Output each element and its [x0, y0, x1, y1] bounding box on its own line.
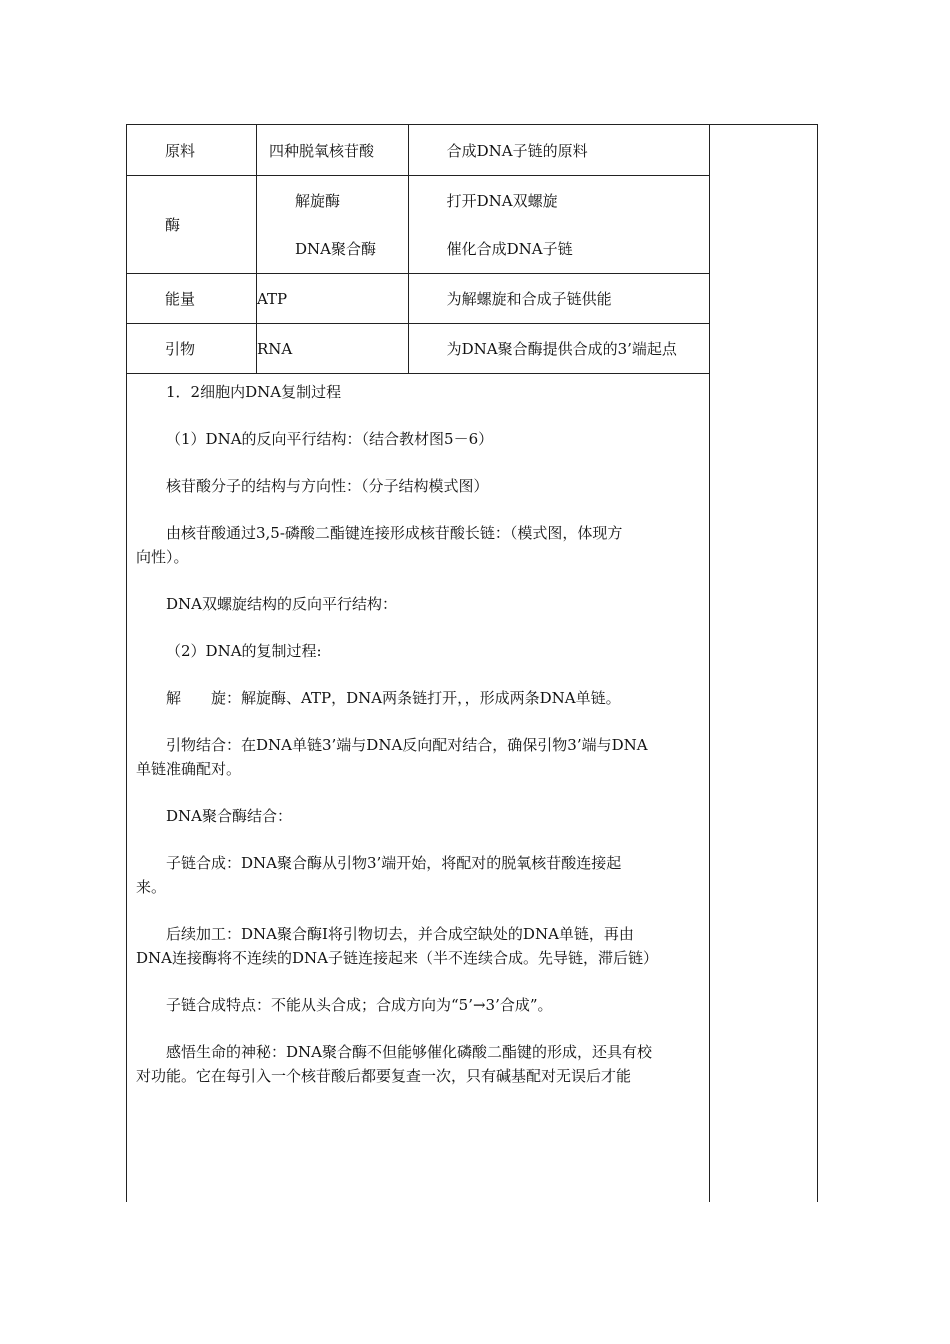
- row-material: ATP: [256, 274, 408, 324]
- role-polymerase: 催化合成DNA子链: [446, 239, 573, 258]
- row-label: 酶: [127, 176, 257, 274]
- paragraph: 子链合成：DNA聚合酶从引物3’端开始，将配对的脱氧核苷酸连接起: [166, 854, 622, 872]
- paragraph-continuation: 单链准确配对。: [136, 760, 242, 778]
- row-label: 原料: [127, 125, 257, 176]
- paragraph-continuation: 向性）。: [136, 548, 189, 566]
- row-material: 四种脱氧核苷酸: [256, 125, 408, 176]
- paragraph: 子链合成特点：不能从头合成；合成方向为“5’→3’合成”。: [166, 996, 553, 1014]
- section-heading: 1．2细胞内DNA复制过程: [166, 383, 342, 401]
- table-row: [127, 176, 710, 274]
- enzyme-helicase: 解旋酶: [294, 191, 340, 210]
- enzyme-role-list: [447, 189, 709, 261]
- paragraph: 引物结合：在DNA单链3’端与DNA反向配对结合，确保引物3’端与DNA: [166, 736, 648, 754]
- paragraph: 解 旋：解旋酶、ATP，DNA两条链打开，，形成两条DNA单链。: [166, 689, 621, 707]
- paragraph-continuation: 来。: [136, 878, 167, 896]
- row-role: 为解螺旋和合成子链供能: [408, 274, 709, 324]
- paragraph: 由核苷酸通过3,5-磷酸二酯键连接形成核苷酸长链：（模式图，体现方: [166, 524, 623, 542]
- paragraph: （2）DNA的复制过程:: [166, 642, 322, 660]
- row-role: 为DNA聚合酶提供合成的3’端起点: [408, 324, 709, 374]
- paragraph: 核苷酸分子的结构与方向性：（分子结构模式图）: [166, 477, 489, 495]
- paragraph: DNA双螺旋结构的反向平行结构：: [166, 595, 397, 613]
- paragraph: DNA聚合酶结合：: [166, 807, 292, 825]
- paragraph: （1）DNA的反向平行结构：（结合教材图5－6）: [166, 430, 494, 448]
- enzyme-list: [257, 189, 408, 261]
- paragraph: 后续加工：DNA聚合酶Ⅰ将引物切去，并合成空缺处的DNA单链，再由: [166, 925, 634, 943]
- table-row: [127, 125, 710, 176]
- row-label: 引物: [127, 324, 257, 374]
- replication-conditions-table: [126, 124, 710, 374]
- row-label: 能量: [127, 274, 257, 324]
- body-text: [136, 380, 702, 1088]
- table-row: [127, 274, 710, 324]
- paragraph-continuation: 对功能。它在每引入一个核苷酸后都要复查一次，只有碱基配对无误后才能: [136, 1067, 632, 1085]
- paragraph-continuation: DNA连接酶将不连续的DNA子链连接起来（半不连续合成。先导链，滞后链）: [136, 949, 658, 967]
- row-role: 合成DNA子链的原料: [408, 125, 709, 176]
- table-row: [127, 324, 710, 374]
- paragraph: 感悟生命的神秘：DNA聚合酶不但能够催化磷酸二酯键的形成，还具有校: [166, 1043, 652, 1061]
- row-material: RNA: [256, 324, 408, 374]
- enzyme-polymerase: DNA聚合酶: [294, 239, 376, 258]
- role-helicase: 打开DNA双螺旋: [446, 191, 558, 210]
